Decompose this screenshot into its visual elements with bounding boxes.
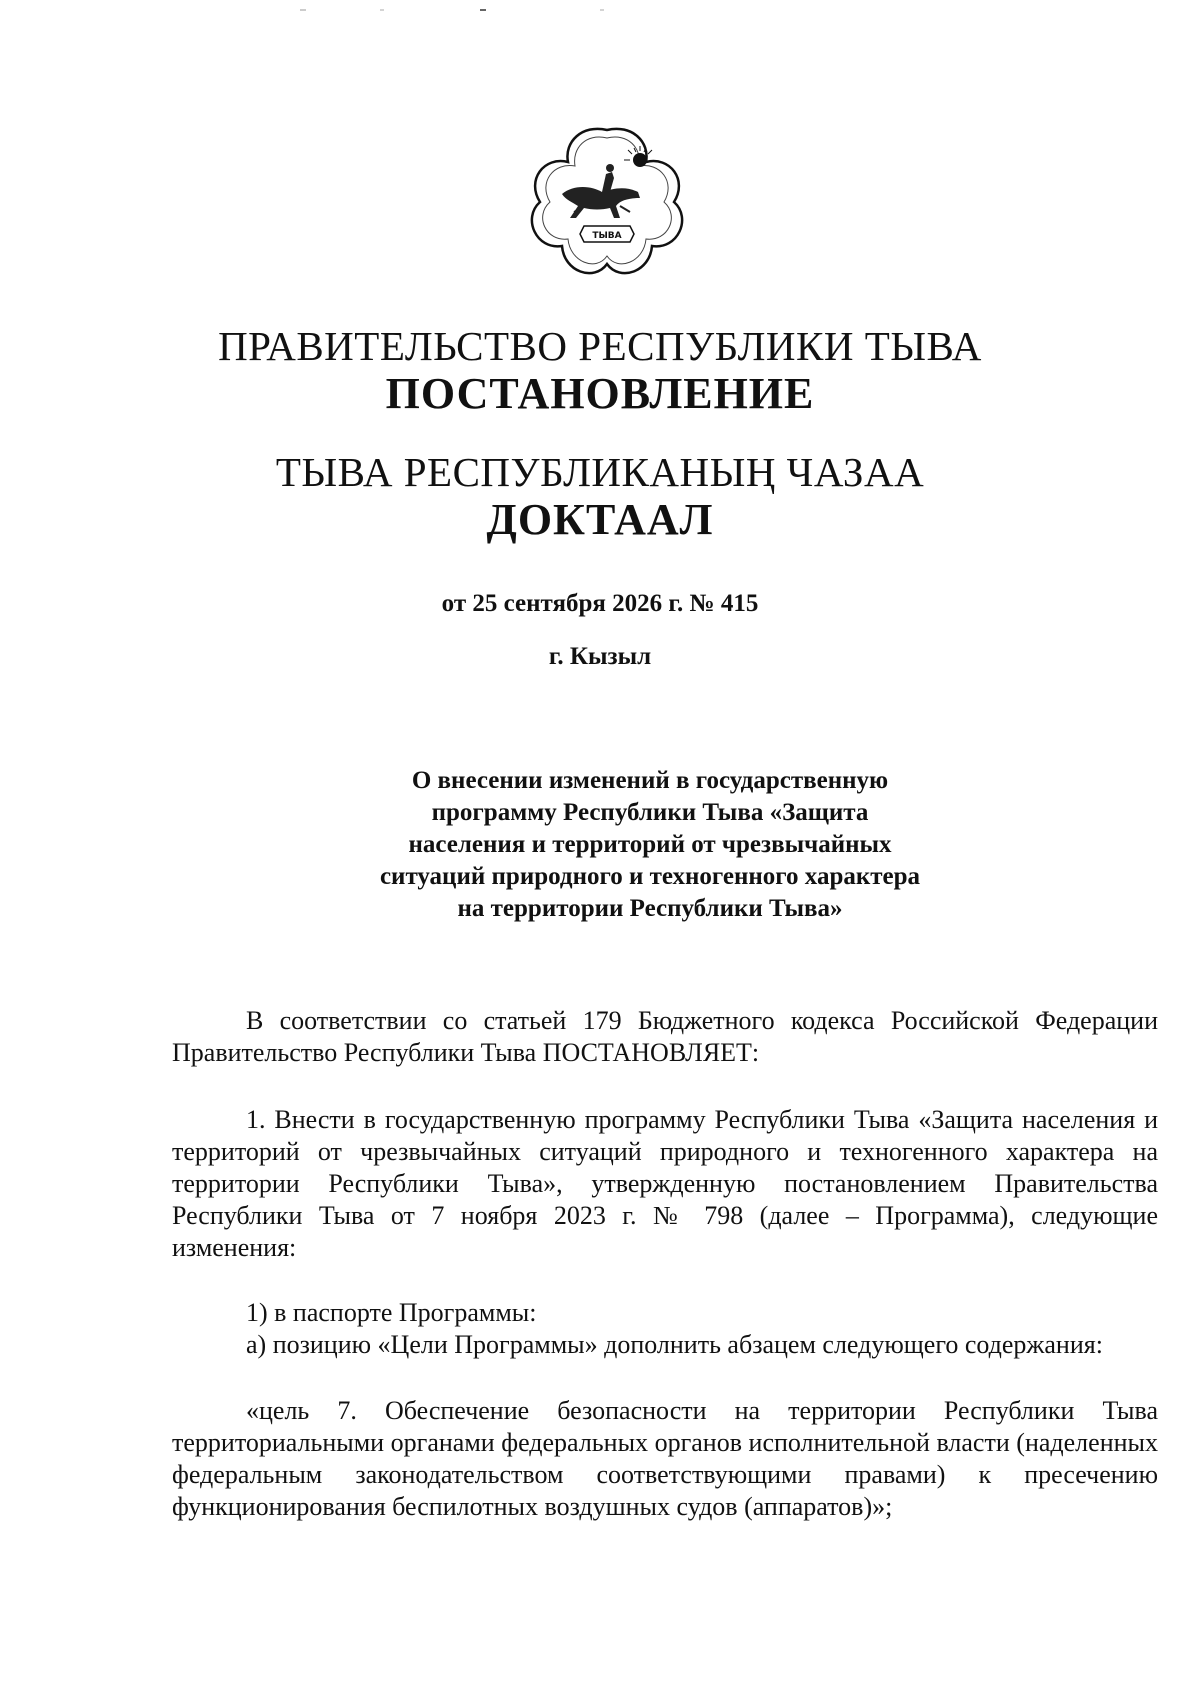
title-line: на территории Республики Тыва»	[457, 895, 843, 922]
government-name-tv: ТЫВА РЕСПУБЛИКАНЫҢ ЧАЗАА	[275, 449, 925, 495]
document-title	[320, 765, 980, 925]
paragraph-text: В соответствии со статьей 179 Бюджетного кодекса Российской Федерации Правительство Республики Тыва ПОСТАНОВЛЯЕТ:	[172, 1006, 1158, 1067]
svg-text:ТЫВА: ТЫВА	[592, 231, 622, 241]
title-line: О внесении изменений в государственную	[411, 767, 889, 794]
title-line: ситуаций природного и техногенного характера	[379, 863, 921, 890]
document-city: г. Кызыл	[548, 643, 652, 670]
coat-of-arms-emblem	[522, 122, 692, 282]
document-type-ru: ПОСТАНОВЛЕНИЕ	[385, 369, 815, 418]
paragraph-text: а) позицию «Цели Программы» дополнить абзацем следующего содержания:	[246, 1330, 1103, 1359]
paragraph-text: «цель 7. Обеспечение безопасности на территории Республики Тыва территориальными органами федеральных органов исполнительной власти (наделенных федеральным законодательством соответствующими правами) к пресечению функционирования беспилотных воздушных судов (аппаратов)»;	[172, 1396, 1158, 1521]
scan-artifacts	[300, 0, 680, 6]
title-line: населения и территорий от чрезвычайных	[408, 831, 892, 858]
document-date-number: от 25 сентября 2026 г. № 415	[441, 590, 759, 617]
government-name-ru: ПРАВИТЕЛЬСТВО РЕСПУБЛИКИ ТЫВА	[218, 323, 982, 369]
paragraph-text: 1. Внести в государственную программу Республики Тыва «Защита населения и территорий от чрезвычайных ситуаций природного и техногенного характера на территории Республики Тыва», утвержденную постановлением Правительства Республики Тыва от 7 ноября 2023 г. № 798 (далее – Программа), следующие изменения:	[172, 1105, 1158, 1262]
body-paragraph-preamble	[172, 1005, 1158, 1069]
body-paragraph-subitem-1	[172, 1297, 1158, 1329]
document-type-tv: ДОКТААЛ	[486, 495, 714, 544]
title-line: программу Республики Тыва «Защита	[431, 799, 869, 826]
body-paragraph-item-1	[172, 1104, 1158, 1264]
paragraph-text: 1) в паспорте Программы:	[246, 1298, 537, 1327]
body-paragraph-subitem-a	[172, 1329, 1158, 1361]
body-paragraph-goal-7	[172, 1395, 1158, 1523]
